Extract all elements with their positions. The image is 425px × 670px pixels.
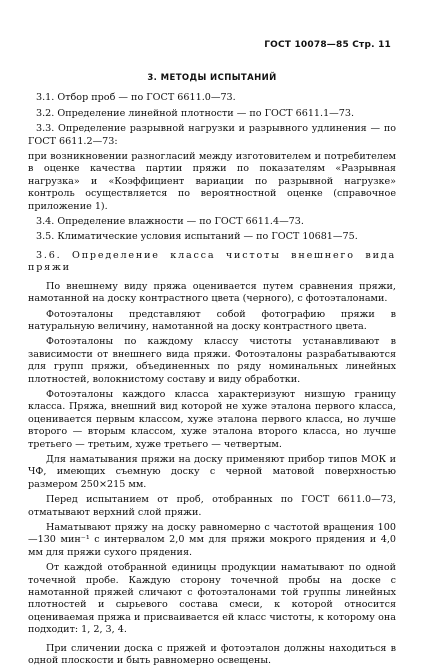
paragraph-winding-device: Для наматывания пряжи на доску применяют прибор типов МОК и ЧФ, имеющих съемную доску с черной матовой поверхностью размером 250×215 мм.: [28, 453, 396, 490]
paragraph-visual-assessment: По внешнему виду пряжа оценивается путем сравнения пряжи, намотанной на доску контрастного цвета (черного), с фотоэталонами.: [28, 280, 396, 305]
standard-number: ГОСТ 10078—85: [264, 40, 349, 50]
paragraph-winding-speed: Наматывают пряжу на доску равномерно с частотой вращения 100—130 мин⁻¹ с интервалом 2,0 мм для пряжи мокрого прядения и 4,0 мм для пряжи сухого прядения.: [28, 522, 396, 558]
paragraph-3-3: 3.3. Определение разрывной нагрузки и разрывного удлинения — по ГОСТ 6611.2—73:: [28, 123, 396, 147]
paragraph-3-5: 3.5. Климатические условия испытаний — по ГОСТ 10681—75.: [36, 231, 358, 243]
page-number: Стр. 11: [352, 40, 391, 50]
page-header: [264, 40, 391, 50]
paragraph-3-6-title: 3.6. Определение класса чистоты внешнего вида пряжи: [28, 249, 396, 274]
paragraph-class-boundaries: Фотоэталоны каждого класса характеризуют низшую границу класса. Пряжа, внешний вид которой не хуже эталона первого класса, оценивается первым классом, хуже эталона первого класса, но лучше второго — вторым классом, хуже эталона второго класса, но лучше третьего — третьим, хуже третьего — четвертым.: [28, 388, 396, 450]
page-content: [28, 72, 396, 670]
paragraph-3-3-note: при возникновении разногласий между изготовителем и потребителем в оценке качества партии пряжи по показателям «Разрывная нагрузка» и «Коэффициент вариации по разрывной нагрузке» контроль осуществляется по вероятностной оценке (справочное приложение 1).: [28, 151, 396, 212]
paragraph-sample-comparison: От каждой отобранной единицы продукции наматывают по одной точечной пробе. Каждую сторону точечной пробы на доске с намотанной пряжей сличают с фотоэталонами той группы линейных плотностей и сырьевого состава смеси, к которой относится оцениваемая пряжа и присваивается ей класс чистоты, к которому она подходит: 1, 2, 3, 4.: [28, 562, 396, 636]
paragraph-before-test: Перед испытанием от проб, отобранных по ГОСТ 6611.0—73, отматывают верхний слой пряжи.: [28, 494, 396, 518]
paragraph-3-1: 3.1. Отбор проб — по ГОСТ 6611.0—73.: [36, 92, 236, 104]
paragraph-standards-by-class: Фотоэталоны по каждому классу чистоты устанавливают в зависимости от внешнего вида пряжи. Фотоэталоны разрабатываются для групп пряжи, объединенных по ряду номинальных линейных плотностей, волокнистому составу и виду обработки.: [28, 336, 396, 385]
paragraph-lighting: При сличении доска с пряжей и фотоэталон должны находиться в одной плоскости и быть равномерно освещены.: [28, 642, 396, 667]
section-title: 3. МЕТОДЫ ИСПЫТАНИЙ: [147, 73, 277, 83]
paragraph-photo-standards: Фотоэталоны представляют собой фотографию пряжи в натуральную величину, намотанной на доску контрастного цвета.: [28, 308, 396, 332]
paragraph-3-4: 3.4. Определение влажности — по ГОСТ 6611.4—73.: [36, 216, 304, 228]
paragraph-3-2: 3.2. Определение линейной плотности — по ГОСТ 6611.1—73.: [36, 107, 355, 119]
